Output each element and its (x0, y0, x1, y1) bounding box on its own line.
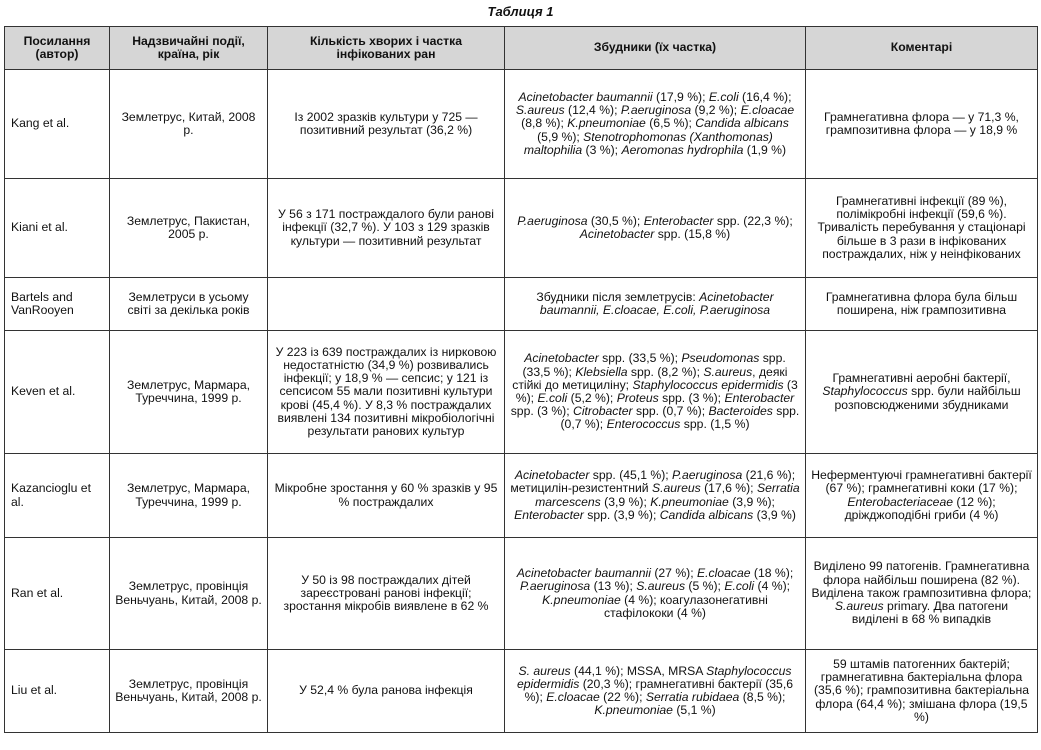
cell-event: Землетрус, провінція Веньчуань, Китай, 2008 р. (110, 650, 268, 733)
cell-reference: Kazancioglu et al. (5, 454, 110, 538)
species-name: Bacteroides (708, 404, 773, 419)
text-run: (3 %); (582, 142, 622, 157)
species-name: Stenotrophomonas (Xanthomonas) maltophilia (523, 129, 773, 157)
cell-reference: Bartels and VanRooyen (5, 278, 110, 331)
cell-count: У 56 з 171 постраждалого були ранові інфекції (32,7 %). У 103 з 129 зразків культури — позитивний результат (268, 179, 505, 278)
species-name: Serratia marcescens (535, 481, 800, 509)
text-run: (20,3 %); грамнегативні бактерії (35,6 %); (524, 676, 794, 704)
cell-count (268, 278, 505, 331)
text-run: (21,6 %); метицилін-резистентний (510, 468, 796, 496)
text-run: spp. (33,5 %); (598, 351, 682, 366)
species-name: Pseudomonas (681, 351, 760, 366)
cell-pathogens (505, 454, 806, 538)
text-run: (5,2 %); (567, 391, 617, 405)
header-event: Надзвичайні події, країна, рік (110, 27, 268, 70)
text-run: Виділено 99 патогенів. Грамнегативна флора найбільш поширена (82 %). Виділена також грампозитивна флора; (811, 559, 1032, 600)
text-run: (16,4 %); (738, 89, 792, 104)
cell-count: У 50 із 98 постраждалих дітей зареєстровані ранові інфекції; зростання мікробів виявлене в 62 % (268, 538, 505, 650)
species-name: Acinetobacter baumannii (518, 89, 653, 104)
species-name: Acinetobacter (514, 468, 590, 483)
text-run: (12,4 %); (564, 103, 621, 118)
species-name: P.aeruginosa (672, 468, 743, 483)
cell-event: Землетруси в усьому світі за декілька років (110, 278, 268, 331)
text-run: (3,9 %); (728, 494, 775, 509)
text-run: (3 %); (515, 377, 798, 405)
species-name: Acinetobacter (524, 351, 599, 366)
cell-count: Із 2002 зразків культури у 725 — позитивний результат (36,2 %) (268, 70, 505, 179)
species-name: Klebsiella (575, 364, 628, 379)
header-comments: Коментарі (806, 27, 1038, 70)
species-name: Enterococcus (606, 417, 681, 432)
species-name: Proteus (616, 391, 659, 405)
species-name: K.pneumoniae (567, 116, 646, 131)
text-run: (12 %); дріжджоподібні гриби (4 %) (844, 494, 999, 522)
cell-comment (806, 538, 1038, 650)
species-name: Staphylococcus (822, 384, 908, 399)
text-run: spp. (3 %); (510, 404, 574, 419)
species-name: S.aureus (834, 599, 884, 614)
cell-comment (806, 454, 1038, 538)
text-run: (1,9 %) (743, 142, 787, 157)
text-run: spp. (33,5 %); (522, 351, 786, 379)
text-run: spp. (3,9 %); (583, 507, 660, 522)
cell-count: Мікробне зростання у 60 % зразків у 95 % постраждалих (268, 454, 505, 538)
species-name: P.aeruginosa (519, 579, 591, 594)
text-run: (17,9 %); (652, 89, 709, 104)
species-name: S. aureus (518, 663, 571, 678)
text-run: Грамнегативні аеробні бактерії, (832, 371, 1011, 386)
text-run: (30,5 %); (587, 213, 644, 228)
text-run: spp. (3 %); (658, 391, 725, 405)
cell-pathogens (505, 538, 806, 650)
species-name: Citrobacter (573, 404, 633, 419)
text-run: (3,9 %) (753, 507, 796, 522)
table-row (5, 538, 1038, 650)
table-row (5, 278, 1038, 331)
text-run: (5 %); (685, 579, 725, 594)
species-name: K.pneumoniae (542, 592, 621, 607)
cell-pathogens (505, 331, 806, 454)
cell-pathogens (505, 70, 806, 179)
species-name: Candida albicans (659, 507, 754, 522)
species-name: S.aureus (703, 364, 753, 379)
cell-reference: Ran et al. (5, 538, 110, 650)
cell-comment: Грамнегативні інфекції (89 %), полімікробні інфекції (59,6 %). Тривалість перебування у стаціонарі більше в 3 рази в інфікованих постраждалих, ніж у неінфікованих (806, 179, 1038, 278)
cell-count: У 52,4 % була ранова інфекція (268, 650, 505, 733)
species-name: Acinetobacter baumannii (516, 566, 651, 581)
cell-pathogens (505, 278, 806, 331)
species-name: S.aureus (515, 103, 565, 118)
text-run: (5,9 %); (537, 129, 584, 144)
species-name: E.cloacae (697, 566, 751, 581)
text-run: spp. були найбільш розповсюдженими збудниками (834, 384, 1021, 412)
text-run: (5,1 %) (672, 703, 716, 718)
species-name: E.cloacae (740, 103, 795, 118)
cell-event: Землетрус, Мармара, Туреччина, 1999 р. (110, 454, 268, 538)
table-row (5, 70, 1038, 179)
species-name: Staphylococcus epidermidis (632, 377, 784, 392)
table-row (5, 650, 1038, 733)
text-run: (8,8 %); (521, 116, 568, 131)
cell-comment: 59 штамів патогенних бактерій; грамнегативна бактеріальна флора (35,6 %); грампозитивна бактеріальна флора (64,4 %); змішана флора (19,5 %) (806, 650, 1038, 733)
header-reference: Посилання (автор) (5, 27, 110, 70)
text-run: (44,1 %); MSSA, MRSA (570, 663, 707, 678)
species-name: Enterobacter (514, 507, 584, 522)
cell-comment: Грамнегативна флора була більш поширена, ніж грампозитивна (806, 278, 1038, 331)
cell-event: Землетрус, Китай, 2008 р. (110, 70, 268, 179)
text-run: (17,6 %); (700, 481, 757, 496)
species-name: Aeromonas hydrophila (621, 142, 744, 157)
text-run: spp. (22,3 %); (713, 213, 793, 228)
species-name: K.pneumoniae (594, 703, 673, 718)
cell-pathogens (505, 179, 806, 278)
species-name: S.aureus (636, 579, 686, 594)
species-name: Staphylococcus epidermidis (516, 663, 792, 691)
text-run: (13 %); (590, 579, 637, 594)
table-caption: Таблиця 1 (487, 4, 554, 19)
text-run: (9,2 %); (691, 103, 741, 118)
species-name: E.coli (724, 579, 755, 594)
species-name: E.cloacae (546, 690, 600, 704)
cell-count: У 223 із 639 постраждалих із нирковою недостатністю (34,9 %) розвивались інфекції; у 18,9 % — сепсис; у 121 із сепсисом 55 мали позитивні культури крові (45,4 %). У 8,3 % постраждалих виявлені 134 позитивні мікробіологічні результати ранових культур (268, 331, 505, 454)
cell-event: Землетрус, Пакистан, 2005 р. (110, 179, 268, 278)
text-run: spp. (0,7 %); (632, 404, 709, 419)
text-run: spp. (8,2 %); (627, 364, 704, 379)
cell-reference: Liu et al. (5, 650, 110, 733)
species-name: K.pneumoniae (650, 494, 729, 509)
species-name: Enterobacter (724, 391, 795, 405)
text-run: spp. (1,5 %) (680, 417, 750, 432)
cell-comment (806, 331, 1038, 454)
header-count: Кількість хворих і частка інфікованих ран (268, 27, 505, 70)
text-run: (18 %); (750, 566, 794, 581)
header-row (5, 27, 1038, 70)
text-run: primary. Два патогени виділені в 68 % випадків (851, 599, 1009, 627)
cell-reference: Kang et al. (5, 70, 110, 179)
text-run: Неферментуючі грамнегативні бактерії (67 %); грамнегативні коки (17 %); (811, 468, 1032, 496)
table-row (5, 331, 1038, 454)
text-run: , деякі стійкі до метициліну; (512, 364, 788, 392)
text-run: (6,5 %); (645, 116, 696, 131)
cell-event: Землетрус, Мармара, Туреччина, 1999 р. (110, 331, 268, 454)
cell-reference: Kiani et al. (5, 179, 110, 278)
text-run: (4 %); (754, 579, 791, 594)
species-name: P.aeruginosa (620, 103, 692, 118)
text-run: spp. (15,8 %) (654, 227, 731, 241)
text-run: (27 %); (650, 566, 697, 581)
header-pathogens: Збудники (їх частка) (505, 27, 806, 70)
table-row (5, 179, 1038, 278)
species-name: Acinetobacter baumannii, E.cloacae, E.coli, P.aeruginosa (539, 289, 774, 317)
text-run: (8,5 %); (739, 690, 786, 704)
text-run: spp. (45,1 %); (589, 468, 673, 483)
cell-pathogens (505, 650, 806, 733)
table-row (5, 454, 1038, 538)
cell-event: Землетрус, провінція Веньчуань, Китай, 2008 р. (110, 538, 268, 650)
text-run: (4 %); коагулазонегативні стафілококи (4 %) (604, 592, 768, 620)
species-name: Enterobacteriaceae (847, 494, 954, 509)
text-run: (22 %); (599, 690, 646, 704)
species-name: Enterobacter (643, 213, 714, 228)
species-name: Serratia rubidaea (645, 690, 740, 704)
text-run: Збудники після землетрусів: (536, 289, 700, 304)
study-table (4, 26, 1038, 733)
species-name: P.aeruginosa (517, 213, 588, 228)
text-run: (3,9 %); (600, 494, 651, 509)
cell-comment: Грамнегативна флора — у 71,3 %, грампозитивна флора — у 18,9 % (806, 70, 1038, 179)
species-name: Acinetobacter (579, 227, 655, 241)
text-run: spp. (0,7 %); (560, 404, 800, 432)
species-name: E.coli (708, 89, 739, 104)
species-name: Candida albicans (695, 116, 789, 131)
cell-reference: Keven et al. (5, 331, 110, 454)
species-name: S.aureus (651, 481, 701, 496)
species-name: E.coli (537, 391, 568, 405)
